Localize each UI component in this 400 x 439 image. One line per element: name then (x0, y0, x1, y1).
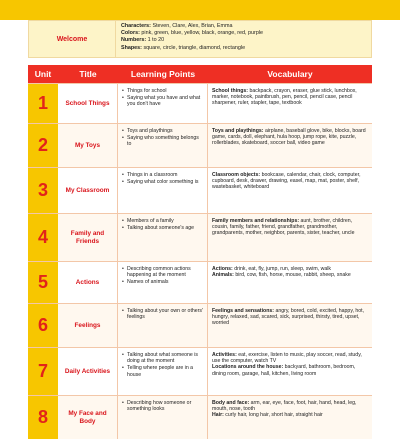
vocabulary (208, 84, 372, 123)
learning-point: • Saying who something belongs to (122, 135, 204, 147)
table-row-unit-8 (28, 395, 372, 439)
table-row-unit-1 (28, 83, 372, 123)
unit-number: 1 (28, 84, 58, 123)
vocabulary (208, 168, 372, 213)
learning-points (118, 214, 208, 261)
table-row-unit-6 (28, 303, 372, 347)
header-title: Title (79, 69, 97, 79)
vocabulary (208, 214, 372, 261)
header-learning-points: Learning Points (130, 69, 196, 79)
unit-title: Family and Friends (58, 214, 118, 261)
learning-point: • Talking about what someone is doing at the moment (122, 352, 204, 364)
vocab-group: Actions: drink, eat, fly, jump, run, sleep, swim, walk (212, 266, 331, 272)
vocab-group: Activities: eat, exercise, listen to music, play soccer, read, study, use the computer, watch TV (212, 352, 362, 365)
learning-point: • Things in a classroom (122, 172, 204, 178)
vocab-group: Animals: bird, cow, fish, horse, mouse, rabbit, sheep, snake (212, 272, 351, 279)
vocabulary (208, 348, 372, 395)
learning-point: • Telling where people are in a house (122, 365, 204, 377)
learning-point: • Things for school (122, 88, 204, 94)
unit-title: Actions (58, 262, 118, 303)
learning-points (118, 168, 208, 213)
learning-point: • Saying what color something is (122, 179, 204, 185)
welcome-label: Welcome (56, 35, 88, 43)
welcome-line-colors: Colors: pink, green, blue, yellow, black, orange, red, purple (121, 30, 264, 37)
learning-point: • Names of animals (122, 279, 204, 285)
learning-point: • Talking about someone's age (122, 225, 204, 231)
learning-point: • Describing how someone or something looks (122, 400, 204, 412)
header-unit: Unit (34, 69, 52, 79)
learning-point: • Describing common actions happening at the moment (122, 266, 204, 278)
vocabulary (208, 262, 372, 303)
table-row-unit-2 (28, 123, 372, 167)
unit-number: 4 (28, 214, 58, 261)
learning-points (118, 348, 208, 395)
syllabus-table (28, 65, 372, 427)
unit-title: School Things (58, 84, 118, 123)
vocab-group: Feelings and sensations: angry, bored, cold, excited, happy, hot, hungry, relaxed, sad, scared, sick, surprised, thirsty, tired, upset, worried (212, 308, 365, 327)
top-color-band (0, 0, 400, 20)
table-row-unit-3 (28, 167, 372, 213)
welcome-line-numbers: Numbers: 1 to 20 (121, 37, 165, 44)
unit-number: 2 (28, 124, 58, 167)
vocab-group: Body and face: arm, ear, eye, face, foot, hair, hand, head, leg, mouth, nose, tooth (212, 400, 357, 413)
unit-number: 3 (28, 168, 58, 213)
unit-number: 6 (28, 304, 58, 347)
vocab-group: Hair: curly hair, long hair, short hair, straight hair (212, 412, 323, 419)
table-row-unit-4 (28, 213, 372, 261)
unit-title: Feelings (58, 304, 118, 347)
header-vocabulary: Vocabulary (267, 69, 313, 79)
learning-points (118, 262, 208, 303)
vocabulary (208, 124, 372, 167)
learning-point: • Talking about your own or others' feelings (122, 308, 204, 320)
table-row-unit-7 (28, 347, 372, 395)
learning-point: • Saying what you have and what you don't have (122, 95, 204, 107)
learning-points (118, 304, 208, 347)
unit-number: 8 (28, 396, 58, 439)
unit-number: 5 (28, 262, 58, 303)
welcome-box (28, 20, 372, 58)
welcome-line-shapes: Shapes: square, circle, triangle, diamond, rectangle (121, 44, 246, 51)
unit-title: My Toys (58, 124, 118, 167)
learning-points (118, 124, 208, 167)
welcome-details (115, 21, 371, 57)
learning-point: • Members of a family (122, 218, 204, 224)
vocab-group: Classroom objects: bookcase, calendar, chair, clock, computer, cupboard, desk, drawer, drawing, easel, map, mat, poster, shelf, wastebasket, whiteboard (212, 172, 361, 191)
unit-title: My Classroom (58, 168, 118, 213)
learning-points (118, 396, 208, 439)
unit-title: Daily Activities (58, 348, 118, 395)
learning-point: • Toys and playthings (122, 128, 204, 134)
vocab-group: Toys and playthings: airplane, baseball glove, bike, blocks, board game, cards, doll, elephant, hula hoop, jump rope, kite, puzzle, rollerblades, skateboard, soccer ball, video game (212, 128, 366, 147)
learning-points (118, 84, 208, 123)
vocabulary (208, 396, 372, 439)
table-header (28, 65, 372, 83)
vocab-group: School things: backpack, crayon, eraser, glue stick, lunchbox, marker, notebook, paintbrush, pen, pencil, pencil case, pencil sharpener, ruler, stapler, tape, textbook (212, 88, 357, 107)
vocab-group: Family members and relationships: aunt, brother, children, cousin, family, father, friend, grandfather, grandmother, grandparents, mother, neighbor, parents, sister, teacher, uncle (212, 218, 355, 237)
unit-title: My Face and Body (58, 396, 118, 439)
welcome-line-characters: Characters: Steven, Clare, Alex, Brian, Emma (121, 23, 233, 29)
vocabulary (208, 304, 372, 347)
unit-number: 7 (28, 348, 58, 395)
table-row-unit-5 (28, 261, 372, 303)
vocab-group: Locations around the house: backyard, bathroom, bedroom, dining room, garage, hall, kitchen, living room (212, 364, 356, 377)
